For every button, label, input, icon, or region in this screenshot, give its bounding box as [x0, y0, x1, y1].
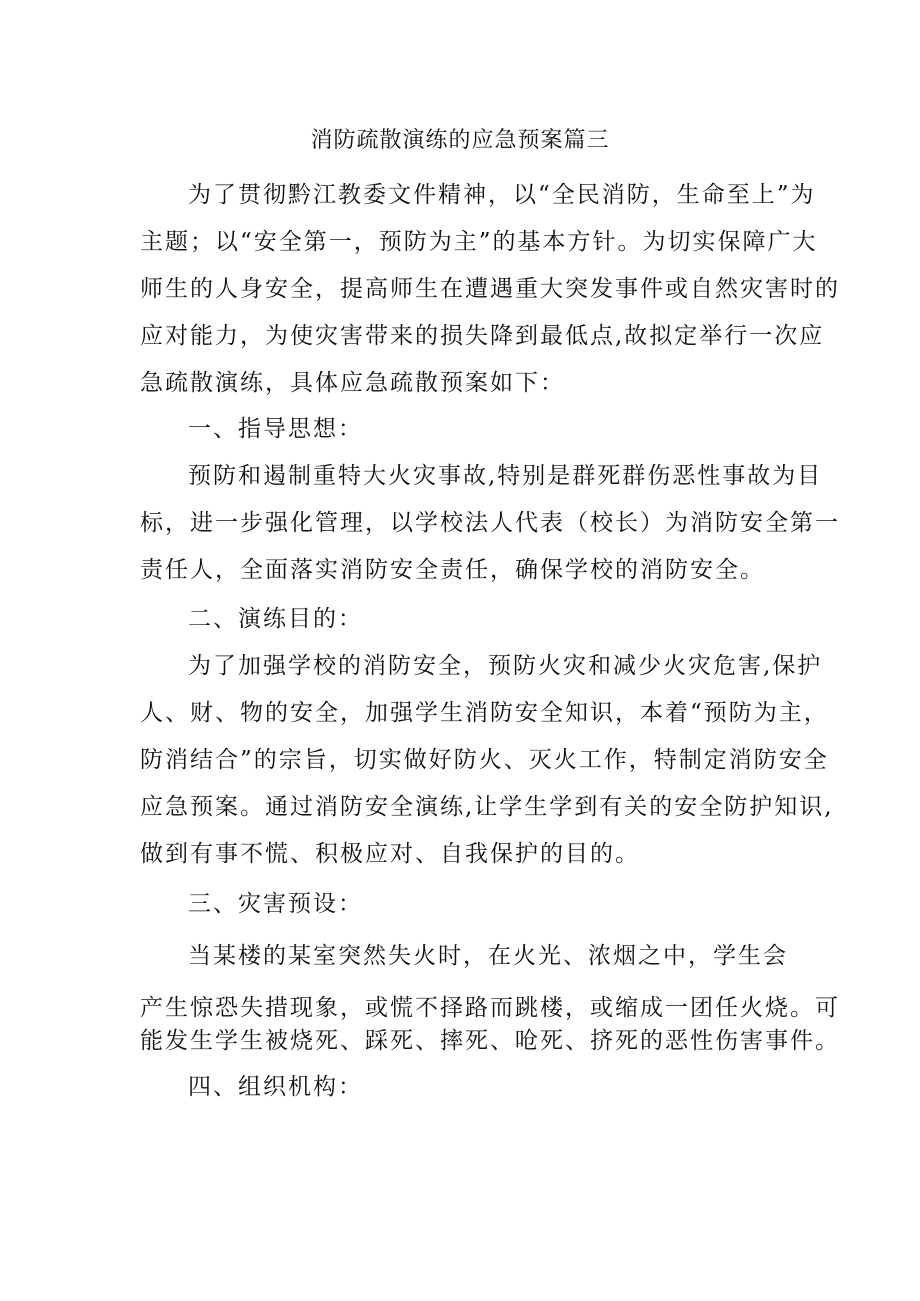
text-line: 师生的人身安全，提高师生在遭遇重大突发事件或自然灾害时的: [140, 276, 840, 302]
text-line: 应对能力，为使灾害带来的损失降到最低点,故拟定举行一次应: [140, 323, 825, 349]
section-heading: 一、指导思想：: [188, 416, 363, 442]
section-heading: 三、灾害预设：: [188, 891, 363, 917]
paragraph-drill-purpose: [140, 643, 834, 878]
paragraph-guiding-ideology: [140, 453, 840, 594]
paragraph-disaster-scenario-rest: [140, 992, 840, 1058]
text-line: 为了贯彻黔江教委文件精神，以“全民消防，生命至上”为: [188, 182, 816, 208]
heading-drill-purpose: [140, 596, 363, 643]
text-line: 预防和遏制重特大火灾事故,特别是群死群伤恶性事故为目: [188, 463, 823, 489]
paragraph-intro: [140, 172, 840, 407]
section-heading: 二、演练目的：: [188, 606, 363, 632]
text-line: 急疏散演练，具体应急疏散预案如下：: [140, 370, 565, 396]
text-line: 做到有事不慌、积极应对、自我保护的目的。: [140, 841, 640, 867]
text-line: 主题；以“安全第一，预防为主”的基本方针。为切实保障广大: [140, 229, 818, 255]
text-line: 人、财、物的安全，加强学生消防安全知识，本着“预防为主，: [140, 700, 829, 726]
text-line: 为了加强学校的消防安全，预防火灾和减少火灾危害,保护: [188, 653, 823, 679]
text-line: 能发生学生被烧死、踩死、摔死、呛死、挤死的恶性伤害事件。: [140, 1028, 840, 1054]
heading-disaster-scenario: [140, 881, 363, 928]
heading-guiding-ideology: [140, 406, 363, 453]
heading-organization: [140, 1064, 363, 1111]
text-line: 应急预案。通过消防安全演练,让学生学到有关的安全防护知识,: [140, 794, 834, 820]
text-line: 产生惊恐失措现象，或慌不择路而跳楼，或缩成一团任火烧。可: [140, 995, 840, 1021]
text-line: 标，进一步强化管理，以学校法人代表（校长）为消防安全第一: [140, 510, 840, 536]
paragraph-disaster-scenario-first: [140, 933, 788, 980]
document-title: 消防疏散演练的应急预案篇三: [310, 128, 610, 153]
text-line: 防消结合”的宗旨，切实做好防火、灭火工作，特制定消防安全: [140, 747, 829, 773]
text-line: 当某楼的某室突然失火时，在火光、浓烟之中，学生会: [188, 943, 788, 969]
text-line: 责任人，全面落实消防安全责任，确保学校的消防安全。: [140, 557, 765, 583]
section-heading: 四、组织机构：: [188, 1074, 363, 1100]
